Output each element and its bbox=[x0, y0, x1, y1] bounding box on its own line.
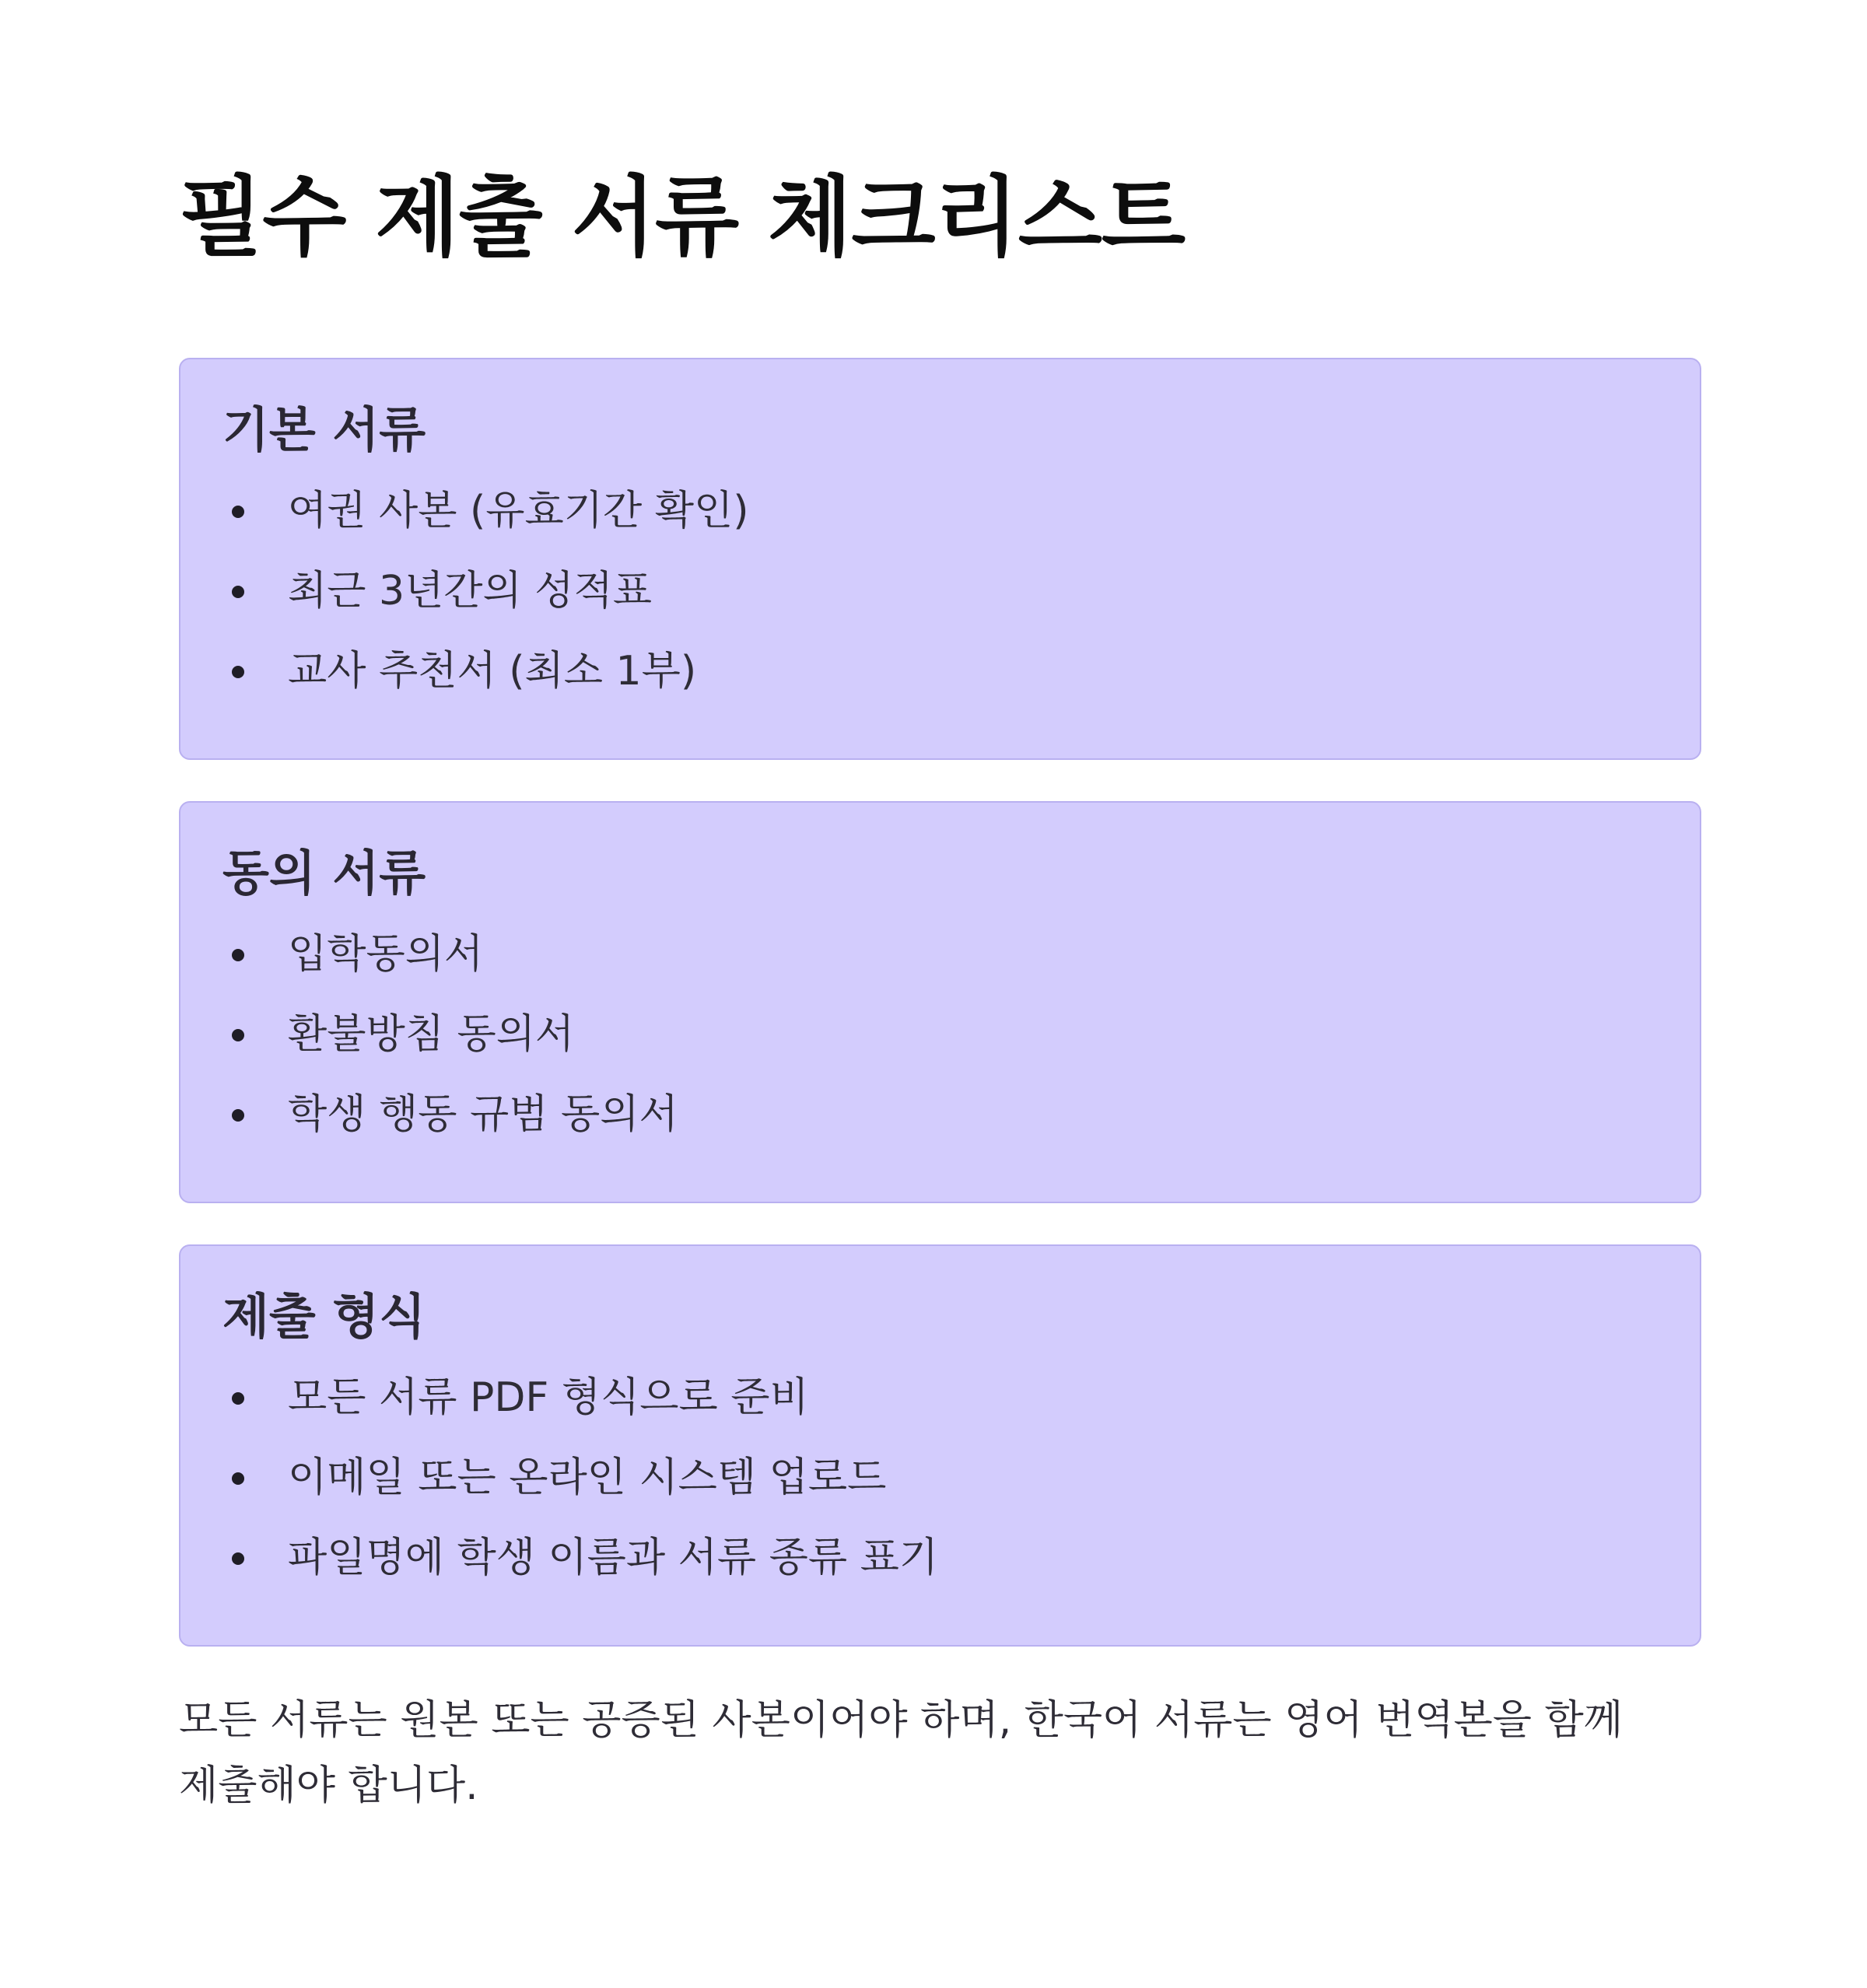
bullet-icon bbox=[232, 586, 244, 598]
list-item bbox=[222, 915, 1700, 995]
list-item-text: 모든 서류 PDF 형식으로 준비 bbox=[288, 1374, 809, 1421]
section-heading: 기본 서류 bbox=[222, 401, 426, 458]
list-item bbox=[222, 471, 1700, 551]
list-item-text: 환불방침 동의서 bbox=[288, 1011, 575, 1058]
section-heading: 제출 형식 bbox=[222, 1288, 426, 1345]
section-list bbox=[179, 358, 1701, 1647]
list-item-text: 여권 사본 (유효기간 확인) bbox=[288, 488, 749, 534]
document-page bbox=[179, 156, 1701, 1818]
list-item-text: 교사 추천서 (최소 1부) bbox=[288, 648, 697, 695]
checklist bbox=[222, 915, 1700, 1155]
list-item bbox=[222, 995, 1700, 1075]
section-heading: 동의 서류 bbox=[222, 845, 426, 901]
checklist bbox=[222, 471, 1700, 712]
bullet-icon bbox=[232, 1029, 244, 1041]
page-title: 필수 제출 서류 체크리스트 bbox=[179, 167, 1186, 268]
list-item bbox=[222, 1518, 1700, 1598]
list-item bbox=[222, 632, 1700, 712]
list-item bbox=[222, 551, 1700, 632]
section-card-consent-documents bbox=[179, 801, 1701, 1203]
bullet-icon bbox=[232, 506, 244, 518]
bullet-icon bbox=[232, 1109, 244, 1122]
section-card-submission-format bbox=[179, 1244, 1701, 1647]
bullet-icon bbox=[232, 666, 244, 678]
list-item-text: 학생 행동 규범 동의서 bbox=[288, 1091, 678, 1138]
bullet-icon bbox=[232, 1392, 244, 1405]
bullet-icon bbox=[232, 1472, 244, 1485]
list-item-text: 최근 3년간의 성적표 bbox=[288, 568, 652, 614]
section-card-basic-documents bbox=[179, 358, 1701, 760]
footer-note: 모든 서류는 원본 또는 공증된 사본이어야 하며, 한국어 서류는 영어 번역본을 함께 제출해야 합니다. bbox=[179, 1697, 1624, 1809]
list-item-text: 입학동의서 bbox=[288, 931, 484, 978]
list-item bbox=[222, 1438, 1700, 1518]
checklist bbox=[222, 1358, 1700, 1598]
bullet-icon bbox=[232, 949, 244, 961]
bullet-icon bbox=[232, 1552, 244, 1565]
list-item-text: 이메일 또는 온라인 시스템 업로드 bbox=[288, 1454, 887, 1501]
list-item bbox=[222, 1358, 1700, 1438]
list-item-text: 파일명에 학생 이름과 서류 종류 표기 bbox=[288, 1535, 939, 1581]
list-item bbox=[222, 1075, 1700, 1155]
